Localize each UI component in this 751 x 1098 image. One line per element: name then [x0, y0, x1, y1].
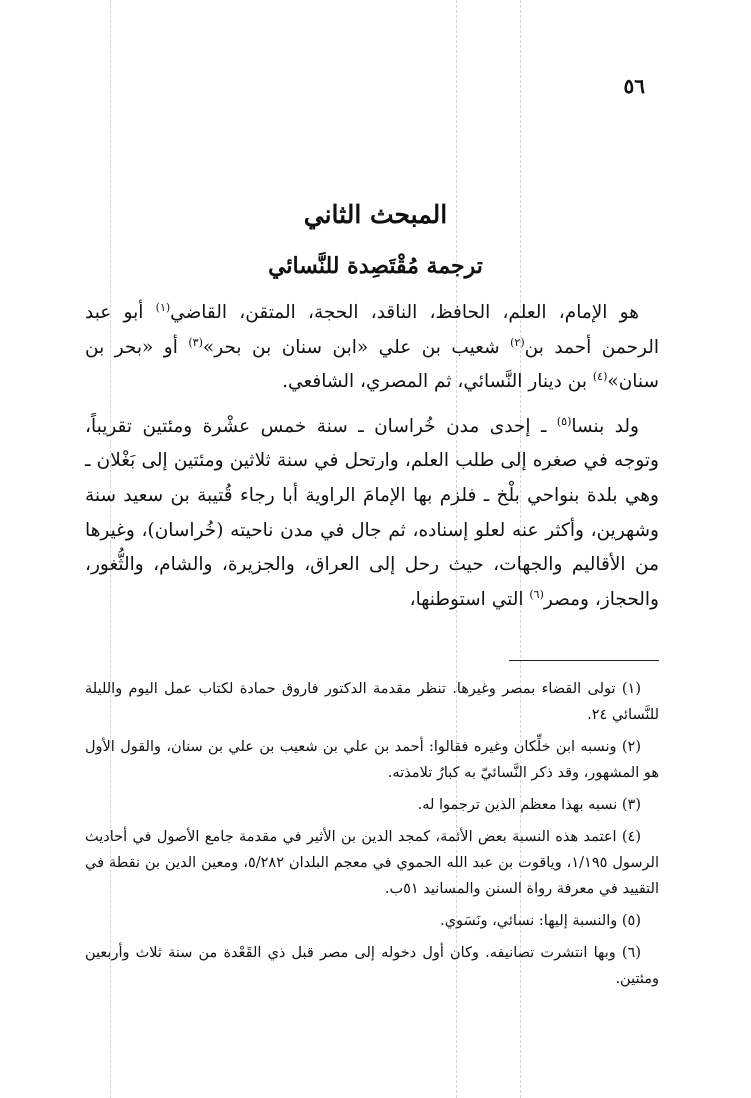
- paragraph-text: شعيب بن علي «ابن سنان بن بحر»: [202, 336, 511, 358]
- footnote-ref: (٤): [592, 370, 608, 384]
- footnote: (٢) ونسبه ابن خلِّكان وغيره فقالوا: أحمد بن علي بن شعيب بن علي بن سنان، والقول الأول هو المشهور، وقد ذكر النَّسائيّ به كبارُ تلامذته.: [85, 739, 659, 781]
- section-title: المبحث الثاني: [303, 200, 448, 229]
- section-subtitle: ترجمة مُقْتَصِدة للنَّسائي: [268, 253, 483, 279]
- paragraph-text: أو «بحر بن سنان»: [85, 336, 659, 393]
- paragraph-text: التي استوطنها،: [409, 588, 530, 610]
- paragraph-text: أبو عبد الرحمن أحمد بن: [85, 302, 659, 358]
- footnote: (٦) وبها انتشرت تصانيفه. وكان أول دخوله إلى مصر قبل ذي القَعْدة من سنة ثلاث وأربعين ومئتين.: [85, 945, 659, 987]
- footnote-ref: (٢): [510, 335, 525, 349]
- footnote: (١) تولى القضاء بمصر وغيرها. تنظر مقدمة الدكتور فاروق حمادة لكتاب عمل اليوم والليلة للنَّسائي ٢٤.: [85, 681, 659, 723]
- paragraph: [85, 296, 659, 400]
- footnote-separator: [509, 660, 659, 661]
- footnote-ref: (٦): [529, 587, 544, 601]
- footnotes: [85, 676, 659, 998]
- paragraph: [85, 410, 659, 618]
- paragraph-text: ولد بنسا: [571, 415, 639, 437]
- footnote: (٤) اعتمد هذه النسبة بعض الأئمة، كمجد الدين بن الأثير في مقدمة جامع الأصول في أحاديث الرسول ١/١٩٥، وياقوت بن عبد الله الحموي في معجم البلدان ٥/٢٨٢، ومعين الدين بن نقطة في التقييد في معرفة رواة السنن والمسانيد ٥١ب.: [85, 829, 659, 897]
- footnote: (٣) نسبه بهذا معظم الذين ترجموا له.: [417, 797, 641, 813]
- footnote: (٥) والنسبة إليها: نسائي، ونَسَوي.: [440, 913, 641, 929]
- body-text: [85, 296, 659, 617]
- page-number: ٥٦: [623, 74, 645, 98]
- paragraph-text: بن دينار النَّسائي، ثم المصري، الشافعي.: [282, 371, 593, 393]
- footnote-ref: (٥): [556, 414, 572, 428]
- footnote-ref: (٣): [188, 335, 203, 349]
- paragraph-text: ـ إحدى مدن خُراسان ـ سنة خمس عشْرة ومئتين تقريباً، وتوجه في صغره إلى طلب العلم، وارتحل في سنة ثلاثين ومئتين إلى بَغْلان ـ وهي بلدة بنواحي بلْخ ـ فلزم بها الإمامَ الراوية أبا رجاء قُتيبة بن سعيد سنة وشهرين، وأكثر عنه لعلو إسناده، ثم جال في مدن ناحيته (خُراسان)، وغيرها من الأقاليم والجهات، حيث رحل إلى العراق، والجزيرة، والشام، والثُّغور، والحجاز، ومصر: [85, 415, 659, 610]
- paragraph-text: هو الإمام، العلم، الحافظ، الناقد، الحجة، المتقن، القاضي: [170, 302, 639, 323]
- footnote-ref: (١): [155, 300, 171, 314]
